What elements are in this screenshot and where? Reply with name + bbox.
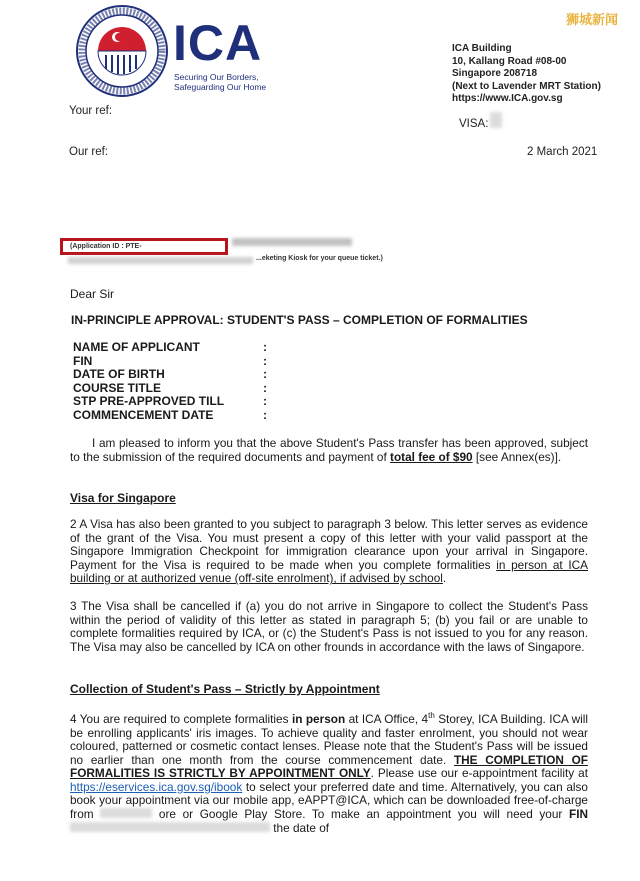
field-label: DATE OF BIRTH [73, 367, 165, 382]
kiosk-note: ...eketing Kiosk for your queue ticket.) [256, 255, 383, 262]
logo-tagline: Securing Our Borders, Safeguarding Our Home [174, 72, 267, 92]
ica-logo-text: ICA [173, 15, 263, 71]
application-id: (Application ID : PTE- [70, 243, 142, 250]
paragraph-3: 3 The Visa shall be cancelled if (a) you do not arrive in Singapore to collect the Student's Pass within the period of validity of this letter as stated in paragraph 5; (b) you fail or are unable to complete formalities required by ICA, or (c) the Student's Pass is not issued to you for any reason. The Visa may also be cancelled by ICA on other frounds in accordance with the laws of Singapore. [70, 599, 588, 654]
redacted-barcode [232, 238, 352, 246]
field-colons: : : : : : : [263, 340, 267, 422]
ica-seal-logo [76, 5, 168, 97]
applicant-fields [73, 341, 224, 423]
paragraph-1: I am pleased to inform you that the above Student's Pass transfer has been approved, subject to the submission of the required documents and payment of total fee of $90 [see Annex(es)]. [70, 436, 588, 464]
field-label: STP PRE-APPROVED TILL [73, 394, 225, 409]
paragraph-2: 2 A Visa has also been granted to you subject to paragraph 3 below. This letter serves as evidence of the grant of the Visa. You must present a copy of this letter with your valid passport at the Singapore Immigration Checkpoint for immigration clearance upon your arrival in Singapore. Payment for the Visa is required to be made when you complete formalities in person at ICA building or at authorized venue (off-site enrolment), if advised by school. [70, 517, 588, 586]
field-label: NAME OF APPLICANT [73, 340, 200, 354]
field-label: FIN [73, 353, 93, 368]
eservices-link[interactable]: https://eservices.ica.gov.sg/ibook [70, 779, 243, 794]
ica-address-block: ICA Building 10, Kallang Road #08-00 Singapore 208718 (Next to Lavender MRT Station) https://www.ICA.gov.sg [452, 43, 601, 104]
visa-label: VISA: [459, 118, 489, 130]
field-label: COURSE TITLE [73, 380, 162, 395]
paragraph-4: 4 You are required to complete formalities in person at ICA Office, 4th Storey, ICA Building. ICA will be enrolling applicants' iris images. To achieve quality and faster enrolment, you should not wear coloured, patterned or cosmetic contact lenses. Please note that the Student's Pass will be issued no earlier than one month from the course commencement date. THE COMPLETION OF FORMALITIES IS STRICTLY BY APPOINTMENT ONLY. Please use our e-appointment facility at https://eservices.ica.gov.sg/ibook to select your preferred date and time. Alternatively, you can also book your appointment via our mobile app, eAPPT@ICA, which can be downloaded free-of-charge from ore or Google Play Store. To make an appointment you will need your FIN the date of [70, 711, 589, 835]
redacted-visa-number [490, 112, 502, 128]
salutation: Dear Sir [70, 287, 115, 301]
watermark-text: 狮城新闻 [566, 12, 619, 27]
letter-title: IN-PRINCIPLE APPROVAL: STUDENT'S PASS – COMPLETION OF FORMALITIES [71, 313, 528, 327]
section-heading-visa: Visa for Singapore [70, 491, 176, 505]
letter-date: 2 March 2021 [527, 146, 598, 158]
section-heading-collection: Collection of Student's Pass – Strictly by Appointment [70, 682, 380, 696]
redacted-text [100, 808, 152, 818]
redacted-note [68, 257, 253, 264]
your-ref-label: Your ref: [69, 105, 113, 117]
field-label: COMMENCEMENT DATE [73, 407, 214, 422]
redacted-text [70, 822, 270, 832]
our-ref-label: Our ref: [69, 146, 108, 158]
